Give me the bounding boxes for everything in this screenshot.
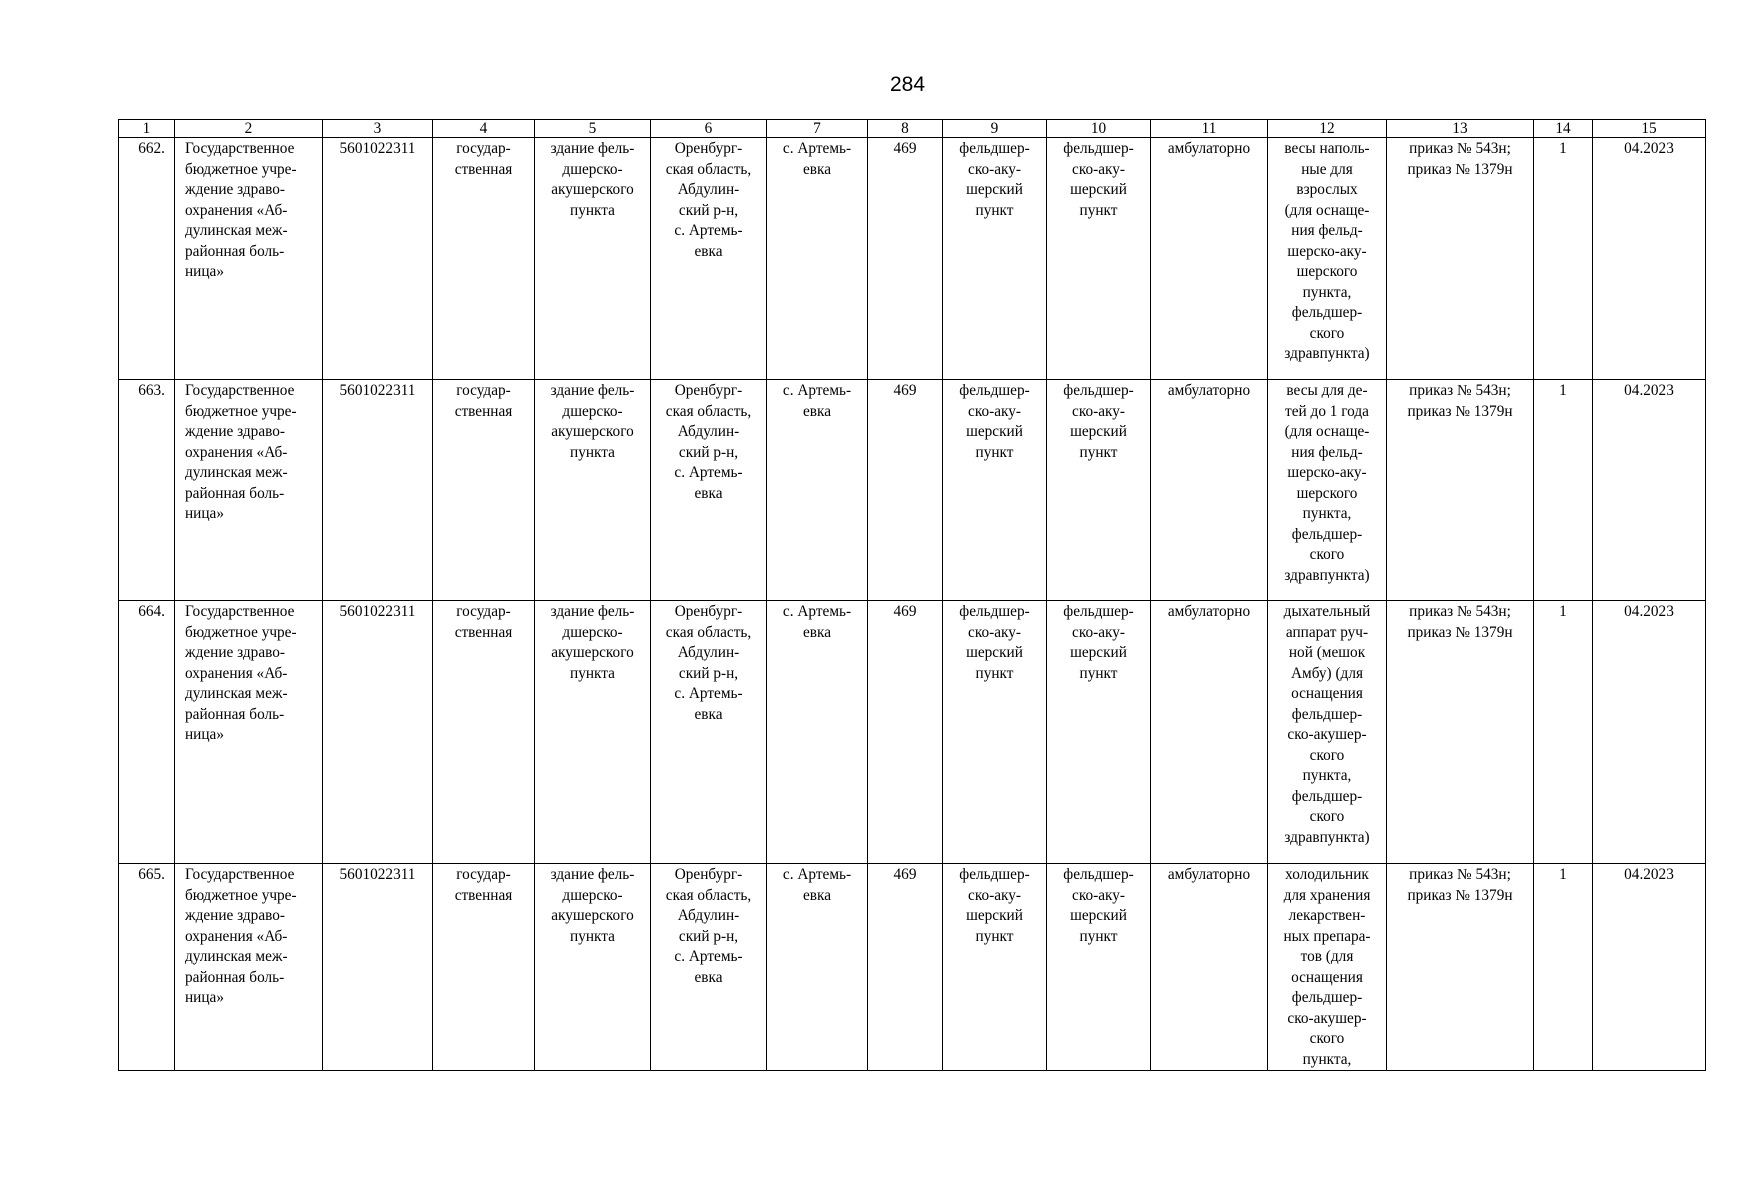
column-number: 11 [1151, 120, 1268, 138]
building-cell: здание фель- дшерско- акушерского пункта [535, 601, 651, 864]
orders-cell: приказ № 543н; приказ № 1379н [1387, 380, 1534, 601]
ownership-cell: государ- ственная [433, 138, 535, 380]
column-number: 5 [535, 120, 651, 138]
orders-cell: приказ № 543н; приказ № 1379н [1387, 864, 1534, 1071]
column-number: 9 [943, 120, 1047, 138]
facility-type-cell: фельдшер- ско-аку- шерский пункт [943, 138, 1047, 380]
address-cell: Оренбург- ская область, Абдулин- ский р-н, с. Артемь- евка [651, 601, 767, 864]
column-number: 3 [323, 120, 433, 138]
table-row [119, 864, 1706, 1071]
settlement-cell: с. Артемь- евка [767, 601, 868, 864]
date-cell: 04.2023 [1593, 380, 1706, 601]
ownership-cell: государ- ственная [433, 380, 535, 601]
ownership-cell: государ- ственная [433, 601, 535, 864]
quantity-cell: 1 [1534, 864, 1593, 1071]
column-number: 1 [119, 120, 175, 138]
address-cell: Оренбург- ская область, Абдулин- ский р-н, с. Артемь- евка [651, 864, 767, 1071]
table-row [119, 380, 1706, 601]
settlement-cell: с. Артемь- евка [767, 380, 868, 601]
column-number: 2 [175, 120, 323, 138]
settlement-cell: с. Артемь- евка [767, 138, 868, 380]
column-number: 8 [868, 120, 943, 138]
ownership-cell: государ- ственная [433, 864, 535, 1071]
equipment-cell: холодильник для хранения лекарствен- ных препара- тов (для оснащения фельдшер- ско-акушер- ского пункта, [1268, 864, 1387, 1071]
equipment-cell: весы наполь- ные для взрослых (для оснаще- ния фельд- шерско-аку- шерского пункта, фельдшер- ского здравпункта) [1268, 138, 1387, 380]
facility-type-cell: фельдшер- ско-аку- шерский пункт [943, 380, 1047, 601]
care-form-cell: амбулаторно [1151, 138, 1268, 380]
column-number: 12 [1268, 120, 1387, 138]
column-number: 15 [1593, 120, 1706, 138]
inn-cell: 5601022311 [323, 864, 433, 1071]
organization-cell: Государственное бюджетное учре- ждение здраво- охранения «Аб- дулинская меж- районная боль- ница» [175, 380, 323, 601]
population-cell: 469 [868, 138, 943, 380]
orders-cell: приказ № 543н; приказ № 1379н [1387, 601, 1534, 864]
facility-type-cell: фельдшер- ско-аку- шерский пункт [943, 864, 1047, 1071]
inn-cell: 5601022311 [323, 380, 433, 601]
column-number-row [119, 120, 1706, 138]
organization-cell: Государственное бюджетное учре- ждение здраво- охранения «Аб- дулинская меж- районная боль- ница» [175, 138, 323, 380]
date-cell: 04.2023 [1593, 138, 1706, 380]
address-cell: Оренбург- ская область, Абдулин- ский р-н, с. Артемь- евка [651, 380, 767, 601]
row-number-cell: 665. [119, 864, 175, 1071]
column-number: 10 [1047, 120, 1151, 138]
column-number: 6 [651, 120, 767, 138]
quantity-cell: 1 [1534, 138, 1593, 380]
row-number-cell: 663. [119, 380, 175, 601]
inn-cell: 5601022311 [323, 138, 433, 380]
page-number: 284 [889, 73, 926, 96]
register-table [118, 119, 1706, 1071]
unit-cell: фельдшер- ско-аку- шерский пункт [1047, 864, 1151, 1071]
table-row [119, 601, 1706, 864]
care-form-cell: амбулаторно [1151, 601, 1268, 864]
table-row [119, 138, 1706, 380]
population-cell: 469 [868, 864, 943, 1071]
orders-cell: приказ № 543н; приказ № 1379н [1387, 138, 1534, 380]
quantity-cell: 1 [1534, 380, 1593, 601]
population-cell: 469 [868, 380, 943, 601]
building-cell: здание фель- дшерско- акушерского пункта [535, 138, 651, 380]
unit-cell: фельдшер- ско-аку- шерский пункт [1047, 138, 1151, 380]
address-cell: Оренбург- ская область, Абдулин- ский р-н, с. Артемь- евка [651, 138, 767, 380]
row-number-cell: 664. [119, 601, 175, 864]
unit-cell: фельдшер- ско-аку- шерский пункт [1047, 380, 1151, 601]
column-number: 7 [767, 120, 868, 138]
settlement-cell: с. Артемь- евка [767, 864, 868, 1071]
facility-type-cell: фельдшер- ско-аку- шерский пункт [943, 601, 1047, 864]
date-cell: 04.2023 [1593, 601, 1706, 864]
equipment-cell: весы для де- тей до 1 года (для оснаще- ния фельд- шерско-аку- шерского пункта, фельдшер- ского здравпункта) [1268, 380, 1387, 601]
organization-cell: Государственное бюджетное учре- ждение здраво- охранения «Аб- дулинская меж- районная боль- ница» [175, 601, 323, 864]
organization-cell: Государственное бюджетное учре- ждение здраво- охранения «Аб- дулинская меж- районная боль- ница» [175, 864, 323, 1071]
unit-cell: фельдшер- ско-аку- шерский пункт [1047, 601, 1151, 864]
population-cell: 469 [868, 601, 943, 864]
equipment-cell: дыхательный аппарат руч- ной (мешок Амбу) (для оснащения фельдшер- ско-акушер- ского пункта, фельдшер- ского здравпункта) [1268, 601, 1387, 864]
building-cell: здание фель- дшерско- акушерского пункта [535, 380, 651, 601]
column-number: 4 [433, 120, 535, 138]
date-cell: 04.2023 [1593, 864, 1706, 1071]
quantity-cell: 1 [1534, 601, 1593, 864]
care-form-cell: амбулаторно [1151, 864, 1268, 1071]
inn-cell: 5601022311 [323, 601, 433, 864]
column-number: 14 [1534, 120, 1593, 138]
column-number: 13 [1387, 120, 1534, 138]
building-cell: здание фель- дшерско- акушерского пункта [535, 864, 651, 1071]
row-number-cell: 662. [119, 138, 175, 380]
care-form-cell: амбулаторно [1151, 380, 1268, 601]
